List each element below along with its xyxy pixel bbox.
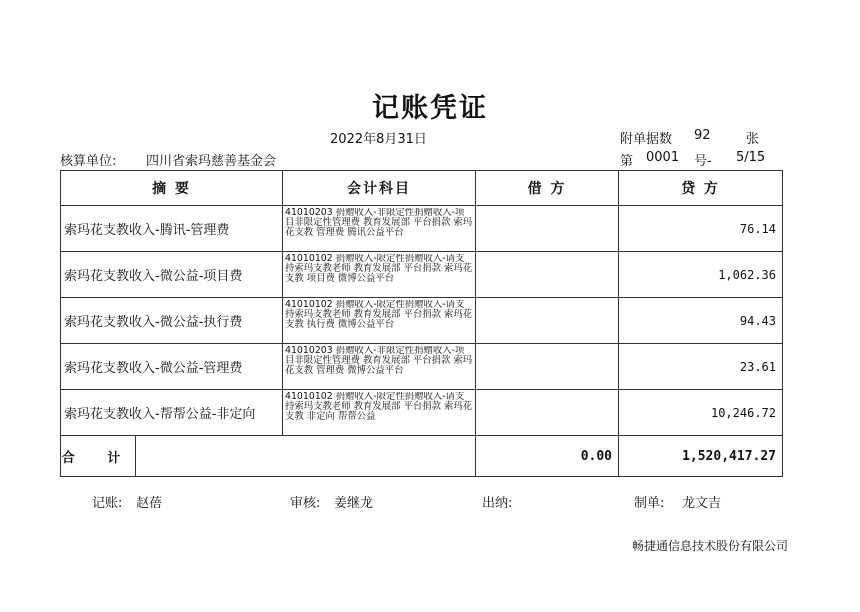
row-summary: 索玛花支教收入-微公益-项目费: [61, 252, 283, 298]
row-subject-text: 41010102 捐赠收入-限定性捐赠收入-请支持索玛支教老师 教育发展部 平台捐款 索玛花支教 执行费 微博公益平台: [285, 299, 473, 331]
bookkeeper-label: 记账:: [92, 496, 123, 511]
table-row: [61, 298, 783, 344]
total-credit: 1,520,417.27: [619, 436, 783, 477]
table-row: [61, 390, 783, 436]
row-debit: [476, 252, 619, 298]
table-row: [61, 252, 783, 298]
row-subject: [283, 390, 476, 436]
row-credit: 94.43: [619, 298, 783, 344]
reviewer-name: 姜继龙: [334, 496, 374, 511]
reviewer-label: 审核:: [290, 496, 321, 511]
attachments-count: 92: [694, 128, 711, 143]
total-label-cell: [61, 436, 476, 477]
cashier-label: 出纳:: [482, 496, 513, 511]
row-subject-text: 41010203 捐赠收入-非限定性捐赠收入-项目非限定性管理费 教育发展部 平台捐款 索玛花支教 管理费 微博公益平台: [285, 345, 473, 377]
attachments-unit: 张: [746, 132, 760, 147]
preparer-label: 制单:: [634, 496, 665, 511]
voucher-number-prefix: 第: [620, 154, 634, 169]
row-credit: 76.14: [619, 206, 783, 252]
row-summary: 索玛花支教收入-帮帮公益-非定向: [61, 390, 283, 436]
voucher-number-mark: 号-: [694, 154, 712, 169]
software-company: 畅捷通信息技术股份有限公司: [632, 539, 789, 553]
row-subject: [283, 298, 476, 344]
column-header-debit: 借 方: [476, 171, 619, 206]
row-summary: 索玛花支教收入-微公益-管理费: [61, 344, 283, 390]
voucher-date: 2022年8月31日: [330, 132, 427, 147]
accounting-unit-name: 四川省索玛慈善基金会: [146, 154, 277, 169]
voucher-page: 5/15: [736, 150, 766, 165]
column-header-subject: 会计科目: [283, 171, 476, 206]
table-row: [61, 344, 783, 390]
row-debit: [476, 390, 619, 436]
row-credit: 1,062.36: [619, 252, 783, 298]
row-subject: [283, 252, 476, 298]
row-subject-text: 41010102 捐赠收入-限定性捐赠收入-请支持索玛支教老师 教育发展部 平台捐款 索玛花支教 非定向 帮帮公益: [285, 391, 473, 423]
row-debit: [476, 298, 619, 344]
row-credit: 23.61: [619, 344, 783, 390]
voucher-table: [60, 170, 783, 477]
row-subject-text: 41010203 捐赠收入-非限定性捐赠收入-项目非限定性管理费 教育发展部 平台捐款 索玛花支教 管理费 腾讯公益平台: [285, 207, 473, 239]
total-debit: 0.00: [476, 436, 619, 477]
row-subject: [283, 344, 476, 390]
accounting-unit-label: 核算单位:: [60, 154, 117, 169]
voucher-number: 0001: [646, 150, 680, 165]
row-debit: [476, 344, 619, 390]
row-debit: [476, 206, 619, 252]
attachments-label: 附单据数: [620, 132, 673, 147]
voucher-title: 记账凭证: [372, 93, 488, 124]
table-header-row: [61, 171, 783, 206]
bookkeeper-name: 赵蓓: [136, 496, 163, 511]
row-summary: 索玛花支教收入-腾讯-管理费: [61, 206, 283, 252]
column-header-credit: 贷 方: [619, 171, 783, 206]
row-credit: 10,246.72: [619, 390, 783, 436]
preparer-name: 龙文吉: [682, 496, 722, 511]
table-row: [61, 206, 783, 252]
total-label: 合 计: [61, 436, 136, 476]
total-row: [61, 436, 783, 477]
row-subject: [283, 206, 476, 252]
column-header-summary: 摘 要: [61, 171, 283, 206]
total-blank: [136, 436, 475, 476]
row-summary: 索玛花支教收入-微公益-执行费: [61, 298, 283, 344]
row-subject-text: 41010102 捐赠收入-限定性捐赠收入-请支持索玛支教老师 教育发展部 平台捐款 索玛花支教 项目费 微博公益平台: [285, 253, 473, 285]
